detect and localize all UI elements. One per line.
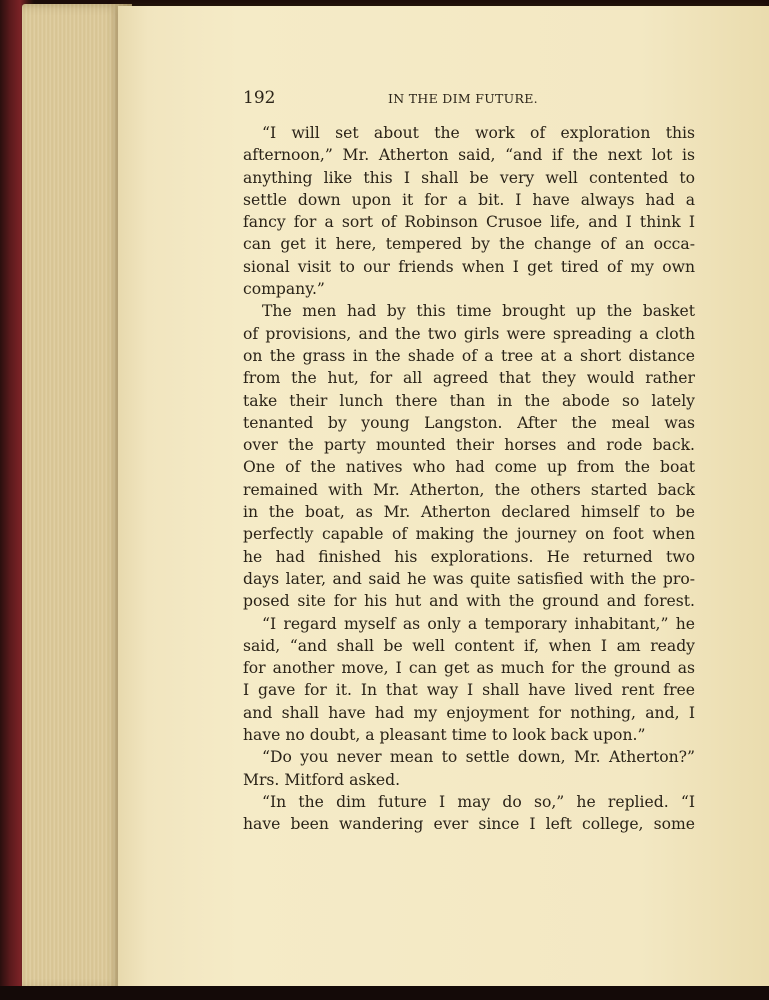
paragraph <box>243 300 695 612</box>
text-line: perfectly capable of making the journey on foot when <box>243 525 695 544</box>
text-line: company.” <box>243 280 325 299</box>
text-line: from the hut, for all agreed that they would rather <box>243 369 695 388</box>
running-head: IN THE DIM FUTURE. <box>388 91 538 106</box>
page-number: 192 <box>243 88 276 108</box>
text-line: tenanted by young Langston. After the meal was <box>243 413 695 432</box>
paragraph <box>243 746 695 791</box>
text-line: have no doubt, a pleasant time to look back upon.” <box>243 726 646 745</box>
text-line: sional visit to our friends when I get tired of my own <box>243 257 695 276</box>
text-line: take their lunch there than in the abode so lately <box>243 391 695 410</box>
text-line: of provisions, and the two girls were spreading a cloth <box>243 324 695 343</box>
text-line: Mrs. Mitford asked. <box>243 770 401 789</box>
text-line: said, “and shall be well content if, when I am ready <box>243 636 695 655</box>
text-line: “I will set about the work of exploration this <box>262 124 695 142</box>
text-line: “Do you never mean to settle down, Mr. Atherton?” <box>262 748 695 767</box>
text-line: on the grass in the shade of a tree at a short distance <box>243 346 695 365</box>
paragraph <box>243 791 695 836</box>
page-header <box>243 88 698 112</box>
text-line: in the boat, as Mr. Atherton declared himself to be <box>243 503 695 522</box>
page-edges <box>22 4 132 990</box>
text-line: he had finished his explorations. He returned two <box>243 547 695 566</box>
text-line: The men had by this time brought up the basket <box>262 302 695 321</box>
text-line: can get it here, tempered by the change of an occa- <box>243 235 695 254</box>
body-text <box>243 122 695 836</box>
bottom-shadow <box>0 986 769 1000</box>
text-line: days later, and said he was quite satisfied with the pro- <box>243 569 695 588</box>
text-line: for another move, I can get as much for the ground as <box>243 659 695 678</box>
text-line: posed site for his hut and with the ground and forest. <box>243 592 695 611</box>
text-line: have been wandering ever since I left college, some <box>243 815 695 834</box>
text-line: remained with Mr. Atherton, the others started back <box>243 480 695 499</box>
paragraph <box>243 613 695 747</box>
text-line: I gave for it. In that way I shall have lived rent free <box>243 681 695 700</box>
paragraph <box>243 122 695 300</box>
text-line: over the party mounted their horses and rode back. <box>243 436 695 455</box>
text-line: fancy for a sort of Robinson Crusoe life, and I think I <box>243 213 695 232</box>
text-line: anything like this I shall be very well contented to <box>243 168 695 187</box>
text-line: and shall have had my enjoyment for nothing, and, I <box>243 703 695 722</box>
text-line: “In the dim future I may do so,” he replied. “I <box>262 792 695 811</box>
text-line: settle down upon it for a bit. I have always had a <box>243 190 695 209</box>
text-line: afternoon,” Mr. Atherton said, “and if the next lot is <box>243 146 695 165</box>
text-line: One of the natives who had come up from the boat <box>243 458 695 477</box>
text-line: “I regard myself as only a temporary inhabitant,” he <box>262 614 695 633</box>
